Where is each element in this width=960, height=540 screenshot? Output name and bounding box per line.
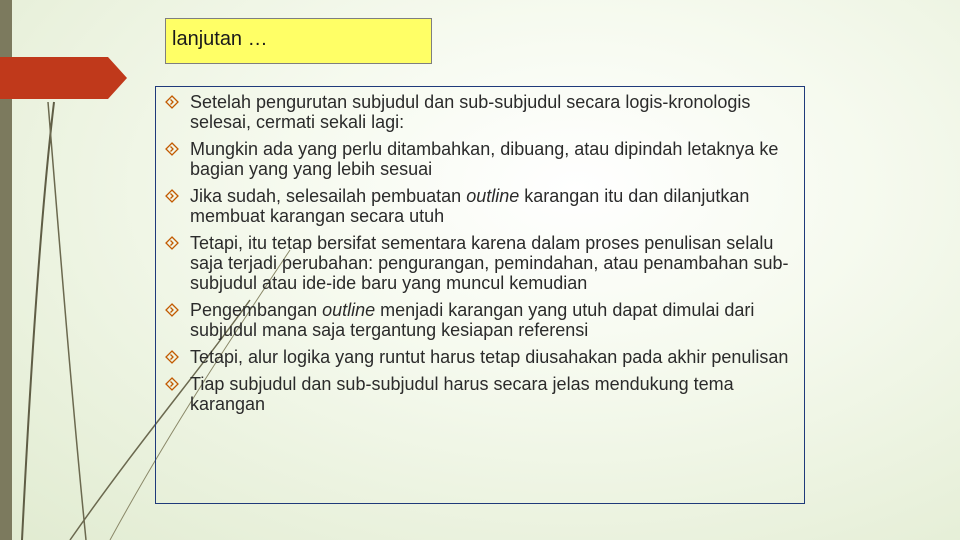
bullet-text-after: karangan itu dan dilanjutkan membuat karangan secara utuh xyxy=(190,186,750,226)
bullet-text: Jika sudah, selesailah pembuatan xyxy=(190,186,467,206)
accent-arrow-tab xyxy=(0,57,127,99)
bullet-text: Tetapi, itu tetap bersifat sementara karena dalam proses penulisan selalu saja terjadi perubahan: pengurangan, pemindahan, atau penambahan sub-subjudul atau ide-ide baru yang muncul kemudian xyxy=(190,233,789,293)
bullet-list xyxy=(165,92,805,421)
diamond-arrow-icon xyxy=(165,189,179,203)
bullet-text: Setelah pengurutan subjudul dan sub-subjudul secara logis-kronologis selesai, cermati sekali lagi: xyxy=(190,92,751,132)
diamond-arrow-icon xyxy=(165,142,179,156)
bullet-emphasis: outline xyxy=(466,186,520,206)
bullet-item xyxy=(165,92,805,132)
diamond-arrow-icon xyxy=(165,350,179,364)
bullet-text: Pengembangan xyxy=(190,300,323,320)
bullet-item xyxy=(165,139,805,179)
bullet-item xyxy=(165,233,805,293)
title-box xyxy=(165,18,432,64)
bullet-emphasis: outline xyxy=(322,300,376,320)
bullet-item xyxy=(165,186,805,226)
slide-title: lanjutan … xyxy=(172,28,268,50)
bullet-text: Tiap subjudul dan sub-subjudul harus secara jelas mendukung tema karangan xyxy=(190,374,734,414)
diamond-arrow-icon xyxy=(165,236,179,250)
diamond-arrow-icon xyxy=(165,303,179,317)
bullet-text-after: menjadi karangan yang utuh dapat dimulai dari subjudul mana saja tergantung kesiapan referensi xyxy=(190,300,755,340)
diamond-arrow-icon xyxy=(165,377,179,391)
bullet-item xyxy=(165,300,805,340)
bullet-item xyxy=(165,374,805,414)
bullet-item xyxy=(165,347,805,367)
bullet-text: Tetapi, alur logika yang runtut harus tetap diusahakan pada akhir penulisan xyxy=(190,347,789,367)
bullet-text: Mungkin ada yang perlu ditambahkan, dibuang, atau dipindah letaknya ke bagian yang yang lebih sesuai xyxy=(190,139,779,179)
diamond-arrow-icon xyxy=(165,95,179,109)
